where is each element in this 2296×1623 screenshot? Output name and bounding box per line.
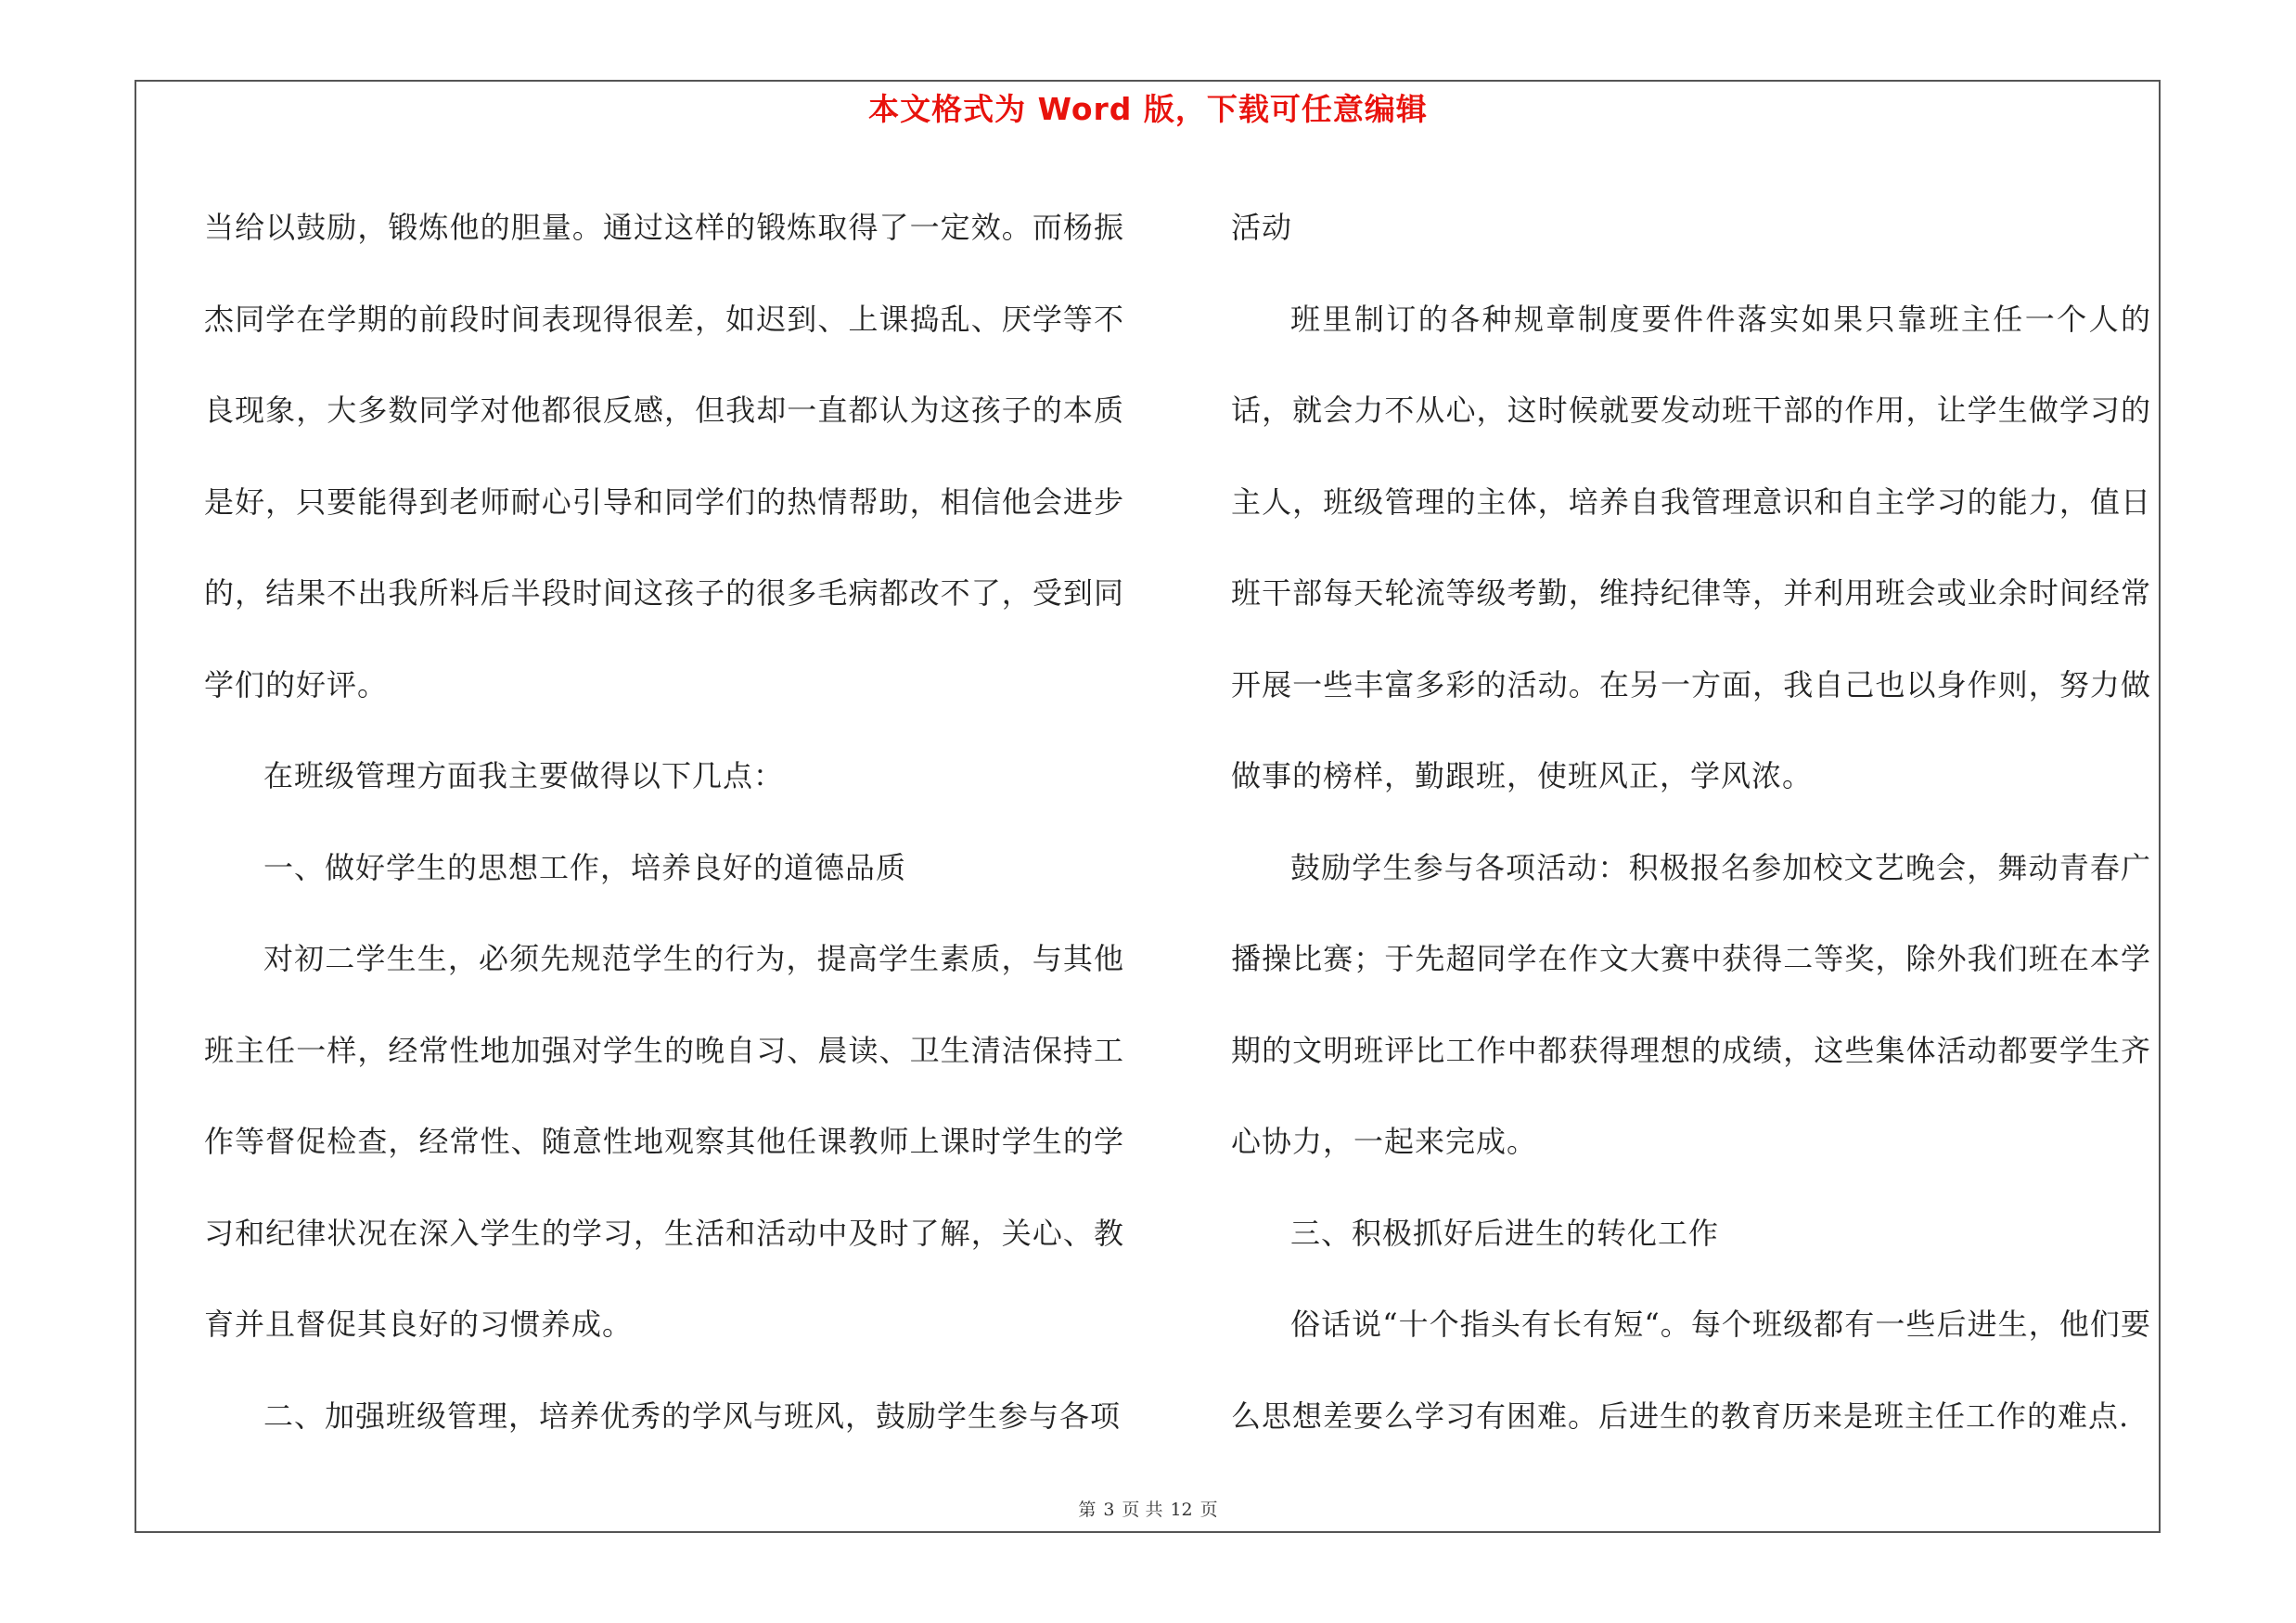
section-heading: 二、加强班级管理，培养优秀的学风与班风，鼓励学生参与各项 [263,1398,1122,1434]
paragraph: 俗话说“十个指头有长有短“。每个班级都有一些后进生，他们要么思想差要么学习有困难。后进生的教育历来是班主任工作的难点. [1231,1307,2151,1434]
footer-suffix: 页 [1199,1500,1218,1520]
paragraph: 对初二学生生，必须先规范学生的行为，提高学生素质，与其他班主任一样，经常性地加强对学生的晚自习、晨读、卫生清洁保持工作等督促检查，经常性、随意性地观察其他任课教师上课时学生的学习和纪律状况在深入学生的学习，生活和活动中及时了解，关心、教育并且督促其良好的习惯养成。 [204,941,1124,1342]
paragraph: 活动 [1231,210,1293,245]
right-column [1231,182,2151,1462]
section-heading: 一、做好学生的思想工作，培养良好的道德品质 [263,849,907,885]
paragraph: 鼓励学生参与各项活动：积极报名参加校文艺晚会，舞动青春广播操比赛；于先超同学在作文大赛中获得二等奖，除外我们班在本学期的文明班评比工作中都获得理想的成绩，这些集体活动都要学生齐心协力，一起来完成。 [1231,849,2151,1159]
total-page-count: 12 [1170,1500,1193,1520]
paragraph: 班里制订的各种规章制度要件件落实如果只靠班主任一个人的话，就会力不从心，这时候就要发动班干部的作用，让学生做学习的主人，班级管理的主体，培养自我管理意识和自主学习的能力，值日班干部每天轮流等级考勤，维持纪律等，并利用班会或业余时间经常开展一些丰富多彩的活动。在另一方面，我自己也以身作则，努力做做事的榜样，勤跟班，使班风正，学风浓。 [1231,301,2151,793]
left-column [204,182,1124,1462]
format-banner: 本文格式为 Word 版，下载可任意编辑 [868,91,1428,127]
page-number-footer [0,1498,2296,1522]
paragraph: 在班级管理方面我主要做得以下几点： [263,758,785,793]
current-page-number: 3 [1103,1500,1115,1520]
paragraph: 当给以鼓励，锻炼他的胆量。通过这样的锻炼取得了一定效。而杨振杰同学在学期的前段时间表现得很差，如迟到、上课捣乱、厌学等不良现象，大多数同学对他都很反感，但我却一直都认为这孩子的本质是好，只要能得到老师耐心引导和同学们的热情帮助，相信他会进步的，结果不出我所料后半段时间这孩子的很多毛病都改不了，受到同学们的好评。 [204,210,1124,702]
section-heading: 三、积极抓好后进生的转化工作 [1290,1215,1720,1251]
footer-mid: 页 共 [1122,1500,1163,1520]
footer-prefix: 第 [1078,1500,1097,1520]
